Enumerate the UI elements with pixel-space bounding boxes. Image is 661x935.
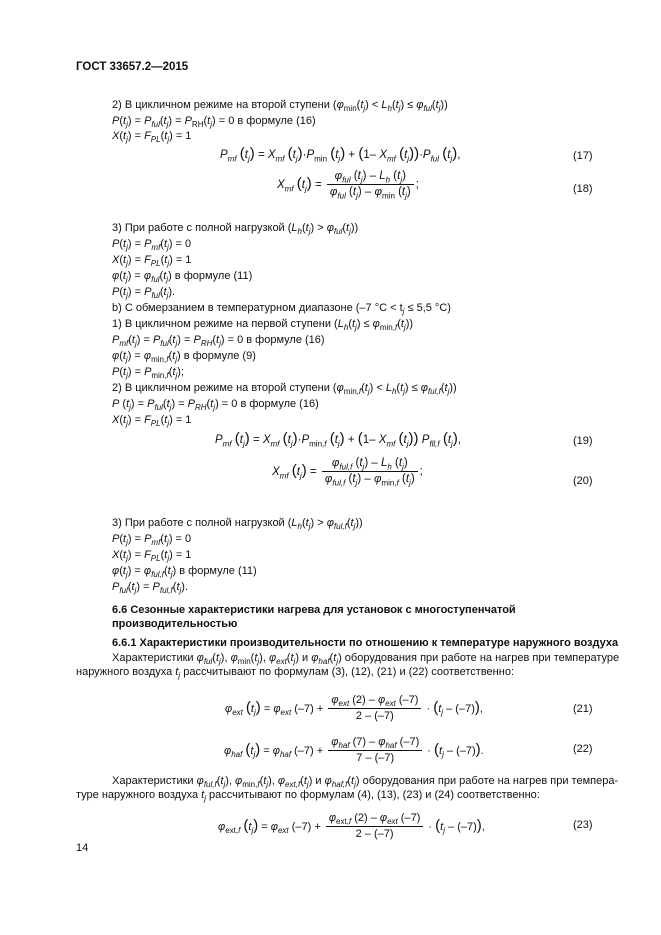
equation-number: (17) (573, 150, 593, 162)
page-number: 14 (76, 842, 89, 854)
text-fragment: рассчитывают по формулам (3), (12), (21) и (22) соответственно: (183, 666, 514, 678)
text-line: $P(t_j) = P_{mf}(t_j) = 0$ (112, 533, 192, 548)
text-fragment: туре наружного воздуха (76, 789, 199, 801)
equation-number: (20) (573, 475, 593, 487)
text-fragment: в формуле (11) (179, 565, 257, 577)
text-line: $\varphi(t_j) = \varphi_{ful}(t_j)$ в формуле (11) (112, 270, 253, 285)
text-line: 1) В цикличном режиме на первой ступени $(L_h(t_j) \le \varphi_{min,f}(t_j))$ (112, 318, 414, 333)
text-fragment: b) С обмерзанием в температурном диапазоне (–7 °С < t (112, 302, 403, 314)
text-fragment: оборудования при работе на нагрев при температуре (344, 652, 620, 664)
text-fragment: наружного воздуха (76, 666, 173, 678)
text-line: P $(t_j) = P_{ful}(t_j) = P_{RH}(t_j) = 0$ в формуле (16) (112, 398, 319, 413)
subsection-heading: 6.6.1 Характеристики производительности по отношению к температуре наружного воздуха (112, 637, 619, 649)
paragraph-line: Характеристики $\varphi_{ful,f}(t_j)$, $\varphi_{min,f}(t_j)$, $\varphi_{ext,f}(t_j)$ и $\varphi_{haf,f}(t_j)$ оборудования при работе на нагрев при темпера- (112, 775, 619, 790)
text-line: $X(t_j) = F_{PL}(t_j) = 1$ (112, 414, 192, 429)
text-line: $X(t_j) = F_{PL}(t_j) = 1$ (112, 130, 192, 145)
text-line (112, 301, 451, 315)
text-line: $P_{ful}(t_j) = P_{ful,f}(t_j)$. (112, 581, 189, 596)
text-line: $\varphi(t_j) = \varphi_{ful,f}(t_j)$ в формуле (11) (112, 565, 257, 580)
text-line: $P(t_j) = P_{ful}(t_j) = P_{RH}(t_j) = 0$ в формуле (16) (112, 115, 316, 130)
equation-number: (18) (573, 183, 593, 195)
text-line: $X(t_j) = F_{PL}(t_j) = 1$ (112, 254, 192, 269)
text-fragment: в формуле (11) (174, 270, 253, 282)
text-line: 3) При работе с полной нагрузкой $(L_h(t_j) > \varphi_{ful,f}(t_j))$ (112, 517, 363, 532)
text-fragment: = 0 в формуле (16) (227, 334, 325, 346)
formula-21: $\varphi_{ext}$ $(t_j) = \varphi_{ext}$ (–7) + $\frac{\varphi_{ext} (2) - \varphi_{ext} (-7)}{2 - (-7)}$ · $(t_j - (-7))$, (225, 694, 483, 722)
formula-20: $X_{mf}$ $(t_j)$ = $\frac{\varphi_{ful,f} (t_j) - L_h (t_j)}{\varphi_{ful,f} (t_j) - \varphi_{min,f} (t_j)}$ ; (272, 457, 423, 488)
equation-number: (19) (573, 435, 593, 447)
text-fragment: j (402, 307, 405, 317)
equation-number: (21) (573, 703, 593, 715)
paragraph-line: Характеристики $\varphi_{ful}(t_j)$, $\varphi_{min}(t_j)$, $\varphi_{ext}(t_j)$ и $\varphi_{haf}(t_j)$ оборудования при работе на нагрев при температуре (112, 652, 620, 667)
equation-number: (22) (573, 743, 593, 755)
text-fragment: = 0 в формуле (16) (218, 115, 316, 127)
text-line: $P_{mf}(t_j) = P_{ful}(t_j) = P_{RH}(t_j) = 0$ в формуле (16) (112, 334, 325, 349)
text-fragment: ≤ 5,5 °С) (404, 302, 451, 314)
formula-17: $P_{mf}$ $(t_j) = X_{mf}$ $(t_j)\cdot P_{min}$ $(t_j) + (1-$ $X_{mf}$ $(t_j))\cdot P_{ful}$ $(t_j)$, (220, 145, 461, 164)
formula-19: $P_{mf}$ $(t_j) = X_{mf}$ $(t_j)\cdot P_{min,f}$ $(t_j) + (1-$ $X_{mf}$ $(t_j)$) $P_{fll,f}$ $(t_j)$, (215, 430, 462, 449)
text-fragment: оборудования при работе на нагрев при темпера- (362, 775, 619, 787)
text-fragment: Характеристики (112, 775, 194, 787)
section-heading: производительностью (112, 618, 238, 630)
text-fragment: Характеристики (112, 652, 194, 664)
formula-18: $X_{mf}$ $(t_j)$ = $\frac{\varphi_{ful} (t_j) - L_h (t_j)}{\varphi_{ful} (t_j) - \varphi_{min} (t_j)}$ ; (277, 170, 419, 201)
text-line: 2) В цикличном режиме на второй ступени $(\varphi_{min,f}(t_j) < L_h(t_j) \le \varphi_{ful,f}(t_j))$ (112, 382, 457, 397)
document-header: ГОСТ 33657.2—2015 (76, 61, 189, 73)
text-line: $P(t_j) = P_{mf}(t_j) = 0$ (112, 238, 192, 253)
formula-22: $\varphi_{haf}$ $(t_j) = \varphi_{haf}$ (–7) + $\frac{\varphi_{haf} (7) - \varphi_{haf} (-7)}{7 - (-7)}$ · $(t_j - (-7))$. (224, 736, 484, 764)
paragraph-line: наружного воздуха $t_j$ рассчитывают по формулам (3), (12), (21) и (22) соответственно: (76, 666, 514, 681)
text-fragment: в формуле (9) (183, 350, 256, 362)
paragraph-line: туре наружного воздуха $t_j$ рассчитывают по формулам (4), (13), (23) и (24) соответственно: (76, 789, 540, 804)
text-fragment: = 0 в формуле (16) (221, 398, 319, 410)
text-line: 2) В цикличном режиме на второй ступени $(\varphi_{min}(t_j) < L_h(t_j) \le \varphi_{ful}(t_j))$ (112, 99, 448, 114)
text-line: $P(t_j) = P_{ful}(t_j)$. (112, 286, 176, 301)
text-line: $P(t_j) = P_{min,f}(t_j)$; (112, 366, 185, 381)
text-line: $\varphi(t_j) = \varphi_{min,f}(t_j)$ в формуле (9) (112, 350, 256, 365)
text-line: 3) При работе с полной нагрузкой $(L_h(t_j) > \varphi_{ful}(t_j))$ (112, 222, 359, 237)
equation-number: (23) (573, 819, 593, 831)
text-fragment: рассчитывают по формулам (4), (13), (23) и (24) соответственно: (209, 789, 540, 801)
section-heading: 6.6 Сезонные характеристики нагрева для установок с многоступенчатой (112, 604, 516, 616)
text-line: $X(t_j) = F_{PL}(t_j) = 1$ (112, 549, 192, 564)
formula-23: $\varphi_{ext,f}$ $(t_j) = \varphi_{ext}$ (–7) + $\frac{\varphi_{ext,f} (2) - \varphi_{ext} (-7)}{2 - (-7)}$ · $(t_j - (-7))$, (218, 812, 485, 840)
